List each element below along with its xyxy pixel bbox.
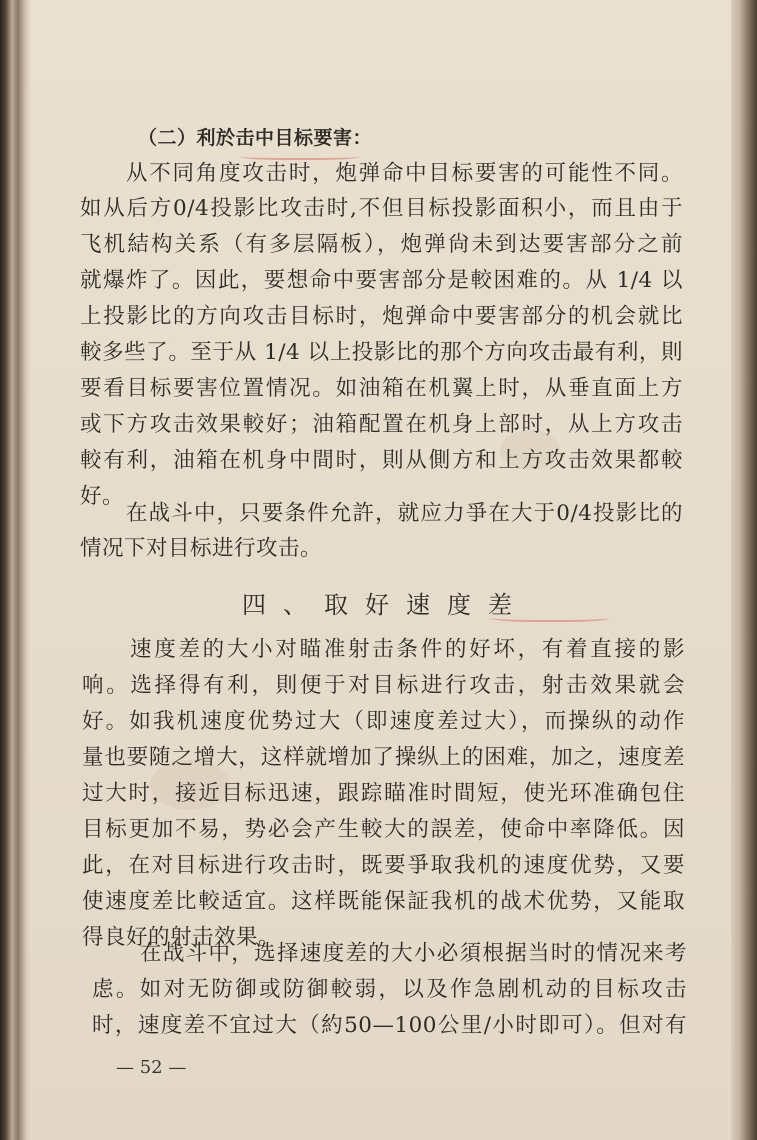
- subheading: （二）利於击中目标要害：: [138, 127, 373, 149]
- text-line: 量也要随之增大，这样就增加了操纵上的困难，加之，速度差: [82, 745, 685, 770]
- page-number: — 52 —: [116, 1057, 187, 1078]
- book-page: [30, 0, 731, 1140]
- text-line: 在战斗中，只要条件允許，就应力爭在大于0/4投影比的: [126, 501, 683, 526]
- text-line: 响。选择得有利，則便于对目标进行攻击，射击效果就会: [82, 673, 685, 698]
- text-line: 使速度差比較适宜。这样既能保証我机的战术优势，又能取: [82, 889, 685, 914]
- section-heading: 四、取好速度差: [242, 591, 529, 619]
- text-line: 此，在对目标进行攻击时，既要爭取我机的速度优势，又要: [82, 853, 685, 878]
- book-page-stack: [0, 0, 30, 1140]
- text-line: 速度差的大小对瞄准射击条件的好坏，有着直接的影: [130, 637, 685, 662]
- text-line: 要看目标要害位置情况。如油箱在机翼上时，从垂直面上方: [80, 376, 683, 401]
- text-line: 較有利，油箱在机身中間时，則从側方和上方攻击效果都較: [80, 448, 683, 473]
- text-line: 或下方攻击效果較好；油箱配置在机身上部时，从上方攻击: [80, 412, 683, 437]
- text-line: 目标更加不易，势必会产生較大的誤差，使命中率降低。因: [82, 817, 685, 842]
- text-line: 就爆炸了。因此，要想命中要害部分是較困难的。从 1/4 以: [80, 268, 683, 293]
- text-line: 情况下对目标进行攻击。: [80, 536, 323, 561]
- book-right-edge: [731, 0, 757, 1140]
- text-line: 飞机結构关系（有多层隔板），炮弹尙未到达要害部分之前: [80, 232, 683, 257]
- text-line: 虑。如对无防御或防御較弱，以及作急剧机动的目标攻击: [92, 977, 687, 1002]
- text-line: 得良好的射击效果。: [82, 925, 281, 950]
- text-line: 时，速度差不宜过大（約50—100公里/小时即可）。但对有: [92, 1013, 687, 1038]
- text-line: 好。: [80, 484, 125, 509]
- text-line: 上投影比的方向攻击目标时，炮弹命中要害部分的机会就比: [80, 304, 683, 329]
- underline-mark: [240, 152, 360, 160]
- text-line: 如从后方0/4投影比攻击时,不但目标投影面积小，而且由于: [80, 196, 683, 221]
- text-line: 較多些了。至于从 1/4 以上投影比的那个方向攻击最有利，則: [80, 340, 683, 365]
- text-line: 好。如我机速度优势过大（即速度差过大），而操纵的动作: [82, 709, 685, 734]
- text-line: 在战斗中，选择速度差的大小必須根据当时的情况来考: [140, 941, 687, 966]
- text-line: 从不同角度攻击时，炮弹命中目标要害的可能性不同。: [126, 161, 683, 186]
- text-line: 过大时，接近目标迅速，跟踪瞄准时間短，使光环准确包住: [82, 781, 685, 806]
